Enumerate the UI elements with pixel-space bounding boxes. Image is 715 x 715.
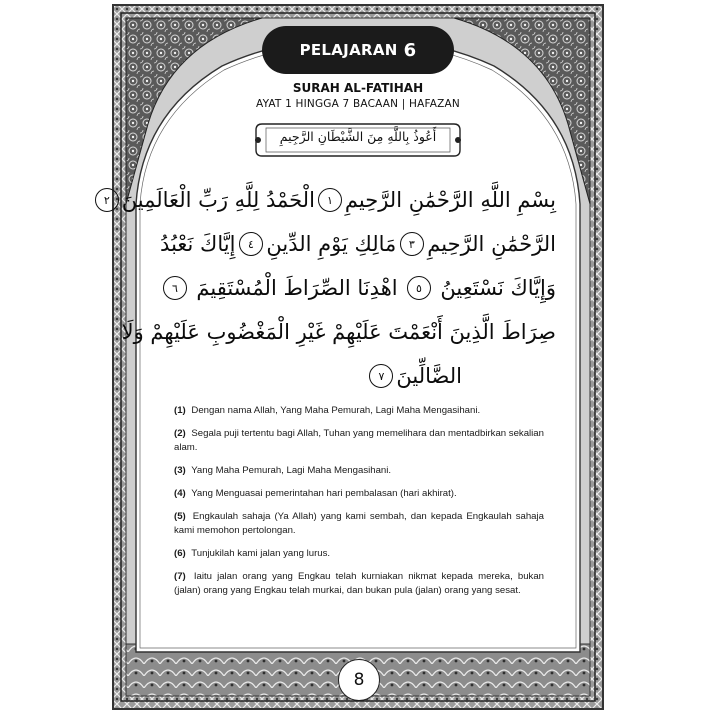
ayah-marker: ٣	[400, 232, 424, 256]
translation-text: Engkaulah sahaja (Ya Allah) yang kami sembah, dan kepada Engkaulah sahaja kami memohon pertolongan.	[174, 511, 544, 536]
verse-line-2	[160, 232, 556, 256]
verse-segment: اهْدِنَا الصِّرَاطَ الْمُسْتَقِيمَ	[196, 276, 398, 300]
verse-segment: الْحَمْدُ لِلَّهِ رَبِّ الْعَالَمِينَ	[121, 188, 315, 212]
verse-segment: إِيَّاكَ نَعْبُدُ	[160, 232, 236, 256]
verse-segment: مَالِكِ يَوْمِ الدِّينِ	[266, 232, 397, 256]
taawuz-text: أَعُوذُ بِاللَّهِ مِنَ الشَّيْطَانِ الرَّجِيمِ	[279, 129, 437, 144]
book-page	[103, 4, 604, 710]
verse-segment: وَإِيَّاكَ نَسْتَعِينُ	[440, 276, 556, 300]
lesson-number: 6	[403, 39, 417, 61]
verse-segment: الرَّحْمَٰنِ الرَّحِيمِ	[427, 232, 556, 256]
translation-text: Iaitu jalan orang yang Engkau telah kurniakan nikmat kepada mereka, bukan (jalan) orang yang Engkau telah murkai, dan bukan pula (jalan) orang yang sesat.	[174, 571, 544, 596]
translation-item-4	[174, 487, 544, 501]
translation-item-1	[174, 404, 544, 418]
lesson-header-tab	[262, 26, 454, 74]
ayah-marker: ٥	[407, 276, 431, 300]
translation-number: (4)	[174, 488, 186, 499]
verse-line-5	[160, 364, 556, 388]
verse-segment: صِرَاطَ الَّذِينَ أَنْعَمْتَ عَلَيْهِمْ غَيْرِ الْمَغْضُوبِ عَلَيْهِمْ وَلَا	[121, 320, 556, 344]
translation-item-5	[174, 510, 544, 538]
surah-subtitle: AYAT 1 HINGGA 7 BACAAN | HAFAZAN	[256, 98, 460, 110]
translation-number: (5)	[174, 511, 186, 522]
translation-text: Dengan nama Allah, Yang Maha Pemurah, Lagi Maha Mengasihani.	[191, 405, 481, 416]
translation-list	[174, 404, 544, 607]
translation-number: (3)	[174, 465, 186, 476]
verse-line-3	[160, 276, 556, 300]
verse-line-1	[103, 188, 556, 212]
page-number-badge	[338, 659, 380, 701]
translation-text: Segala puji tertentu bagi Allah, Tuhan yang memelihara dan mentadbirkan sekalian alam.	[174, 428, 544, 453]
translation-number: (1)	[174, 405, 186, 416]
translation-text: Tunjukilah kami jalan yang lurus.	[191, 548, 331, 559]
translation-text: Yang Maha Pemurah, Lagi Maha Mengasihani.	[191, 465, 392, 476]
ayah-marker: ٧	[369, 364, 393, 388]
translation-item-7	[174, 570, 544, 598]
verse-segment: الضَّالِّينَ	[396, 364, 462, 388]
surah-title: SURAH AL-FATIHAH	[292, 81, 424, 95]
ayah-marker: ٢	[95, 188, 119, 212]
ayah-marker: ٤	[239, 232, 263, 256]
translation-text: Yang Menguasai pemerintahan hari pembalasan (hari akhirat).	[191, 488, 457, 499]
page-number: 8	[353, 670, 365, 690]
translation-number: (6)	[174, 548, 186, 559]
ayah-marker: ٦	[163, 276, 187, 300]
ayah-marker: ١	[318, 188, 342, 212]
taawuz-cartouche	[252, 120, 464, 160]
verse-line-4	[121, 320, 556, 344]
translation-item-2	[174, 427, 544, 455]
translation-item-6	[174, 547, 544, 561]
translation-item-3	[174, 464, 544, 478]
translation-number: (7)	[174, 571, 186, 582]
verse-segment: بِسْمِ اللَّهِ الرَّحْمَٰنِ الرَّحِيمِ	[344, 188, 556, 212]
lesson-label: PELAJARAN	[299, 41, 398, 59]
translation-number: (2)	[174, 428, 186, 439]
